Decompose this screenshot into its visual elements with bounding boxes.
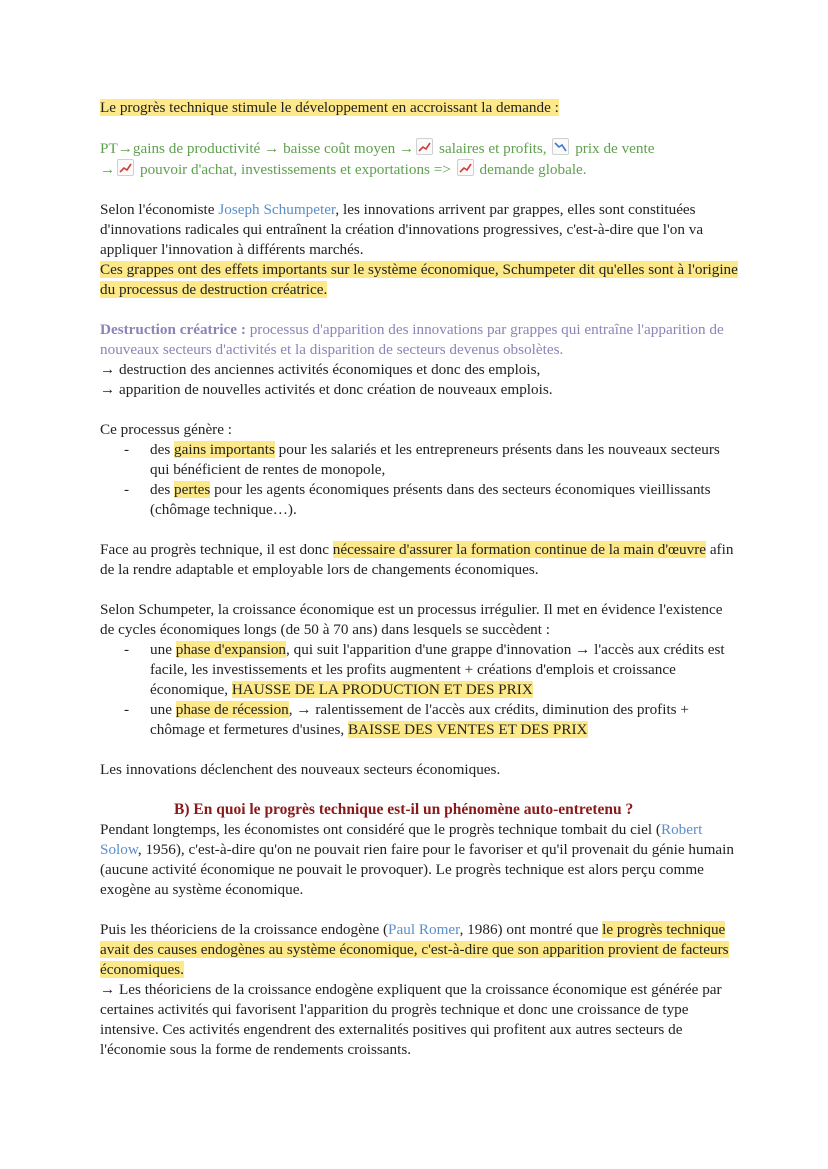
schumpeter-link[interactable]: Joseph Schumpeter [218, 201, 336, 218]
definition-term: Destruction créatrice : [100, 321, 246, 338]
list-item: - une phase d'expansion, qui suit l'apparition d'une grappe d'innovation → l'accès aux crédits est facile, les investissements et les profits augmentent + créations d'emplois et croissance économique, HAUSSE DE LA PRODUCTION ET DES PRIX [150, 640, 740, 700]
paragraph-romer: Puis les théoriciens de la croissance endogène (Paul Romer, 1986) ont montré que le progrès technique avait des causes endogènes au système économique, c'est-à-dire que son apparition provient de facteurs économiques. → Les théoriciens de la croissance endogène expliquent que la croissance économique est générée par certaines activités qui favorisent l'apparition du progrès technique et donc une croissance de type intensive. Ces activités engendrent des externalités positives qui profitent aux autres secteurs de l'économie sous la forme de rendements croissants. [100, 921, 729, 1058]
process-list [100, 440, 740, 520]
mechanism-text-5: pouvoir d'achat, investissements et exportations => [136, 161, 455, 178]
definition-text: processus d'apparition des innovations par grappes qui entraîne l'apparition de nouveaux secteurs d'activités et la disparition de secteurs devenus obsolètes. [100, 321, 724, 358]
mechanism-text-3: prix de vente [571, 140, 655, 157]
chart-increasing-icon [416, 138, 433, 155]
chart-decreasing-icon [552, 138, 569, 155]
highlighted-term: BAISSE DES VENTES ET DES PRIX [348, 721, 588, 738]
chart-increasing-icon [457, 159, 474, 176]
paragraph-mechanism [100, 138, 740, 180]
highlighted-statement: Ces grappes ont des effets importants sur le système économique, Schumpeter dit qu'elles sont à l'origine du processus de destruction créatrice. [100, 261, 738, 298]
mechanism-text-4: → [100, 161, 116, 178]
mechanism-text-6: demande globale. [475, 161, 587, 178]
chart-increasing-icon [117, 159, 134, 176]
paragraph-training: Face au progrès technique, il est donc nécessaire d'assurer la formation continue de la main d'œuvre afin de la rendre adaptable et employable lors de changements économiques. [100, 541, 734, 578]
consequence-line: → destruction des anciennes activités économiques et donc des emplois, [100, 361, 541, 378]
paragraph-definition [100, 320, 740, 400]
paragraph-process-intro: Ce processus génère : [100, 421, 233, 438]
highlighted-statement: le progrès technique avait des causes endogènes au système économique, c'est-à-dire que son apparition provient de facteurs économiques. [100, 921, 729, 978]
paragraph-intro [100, 98, 740, 118]
paragraph-sectors: Les innovations déclenchent des nouveaux secteurs économiques. [100, 761, 501, 778]
highlighted-term: phase d'expansion [175, 641, 287, 658]
highlighted-term: phase de récession [175, 701, 289, 718]
list-item: - une phase de récession, → ralentissement de l'accès aux crédits, diminution des profits + chômage et fermetures d'usines, BAISSE DES VENTES ET DES PRIX [150, 700, 740, 740]
solow-link[interactable]: Robert Solow [100, 821, 703, 858]
highlighted-statement: nécessaire d'assurer la formation continue de la main d'œuvre [332, 541, 707, 558]
highlighted-statement: Le progrès technique stimule le développement en accroissant la demande : [100, 99, 559, 116]
consequence-line: → apparition de nouvelles activités et donc création de nouveaux emplois. [100, 381, 553, 398]
cycles-list [100, 640, 740, 740]
paragraph-solow: Pendant longtemps, les économistes ont considéré que le progrès technique tombait du ciel (Robert Solow, 1956), c'est-à-dire qu'on ne pouvait rien faire pour le favoriser et qu'il provenait du génie humain (aucune activité économique ne pouvait le provoquer). Le progrès technique est alors perçu comme exogène au système économique. [100, 821, 734, 898]
list-item: - des pertes pour les agents économiques présents dans des secteurs économiques vieillissants (chômage technique…). [150, 480, 740, 520]
mechanism-text-2: salaires et profits, [435, 140, 551, 157]
paragraph-cycles-intro: Selon Schumpeter, la croissance économique est un processus irrégulier. Il met en évidence l'existence de cycles économiques longs (de 50 à 70 ans) dans lesquels se succèdent : [100, 601, 723, 638]
mechanism-text-1: PT→gains de productivité → baisse coût moyen → [100, 140, 415, 157]
highlighted-term: gains importants [174, 441, 275, 458]
list-item: - des gains importants pour les salariés et les entrepreneurs présents dans les nouveaux secteurs qui bénéficient de rentes de monopole, [150, 440, 740, 480]
highlighted-term: pertes [174, 481, 211, 498]
paragraph-schumpeter: Selon l'économiste Joseph Schumpeter, les innovations arrivent par grappes, elles sont constituées d'innovations radicales qui entraînent la création d'innovations progressives, c'est-à-dire que l'on va appliquer l'innovation à différents marchés. Ces grappes ont des effets importants sur le système économique, Schumpeter dit qu'elles sont à l'origine du processus de destruction créatrice. [100, 201, 738, 298]
highlighted-term: HAUSSE DE LA PRODUCTION ET DES PRIX [231, 681, 533, 698]
romer-link[interactable]: Paul Romer [388, 921, 460, 938]
section-heading: B) En quoi le progrès technique est-il un phénomène auto-entretenu ? [174, 801, 634, 818]
document-body [100, 98, 740, 1060]
